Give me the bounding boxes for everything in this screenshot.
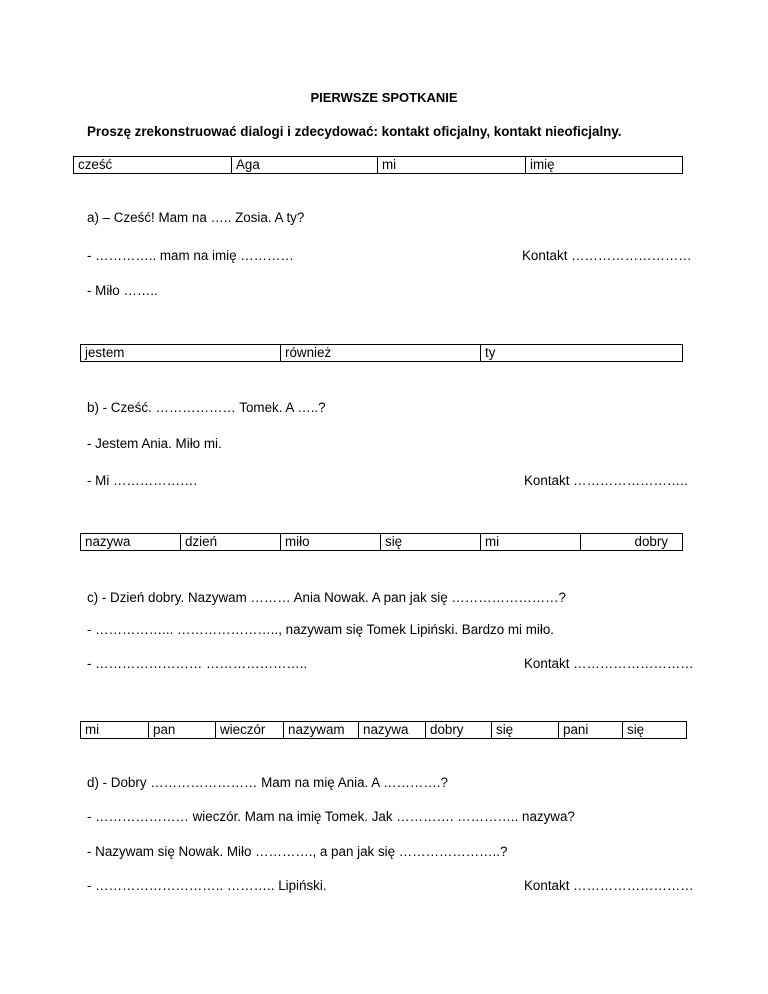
word-bank-cell: cześć xyxy=(74,157,232,174)
word-bank-cell: pan xyxy=(149,722,216,739)
word-bank-cell: pani xyxy=(559,722,623,739)
word-bank-table-d xyxy=(80,721,687,739)
word-bank-cell: mi xyxy=(81,722,149,739)
word-bank-cell: się xyxy=(623,722,687,739)
word-bank-cell: również xyxy=(281,345,481,362)
contact-blank: Kontakt ……………………… xyxy=(524,656,694,671)
word-bank-cell: nazywa xyxy=(359,722,426,739)
dialogue-line: a) – Cześć! Mam na ….. Zosia. A ty? xyxy=(87,210,305,225)
word-bank-cell: się xyxy=(381,534,481,551)
word-bank-row xyxy=(81,534,683,551)
dialogue-line: - Jestem Ania. Miło mi. xyxy=(87,436,222,451)
contact-blank: Kontakt ……………………… xyxy=(522,248,692,263)
dialogue-line: - ………………… wieczór. Mam na imię Tomek. Jak …………. ………….. nazywa? xyxy=(87,809,575,824)
page-title: PIERWSZE SPOTKANIE xyxy=(310,90,458,105)
dialogue-line: - Miło …….. xyxy=(87,283,158,298)
word-bank-cell: jestem xyxy=(81,345,281,362)
word-bank-cell: dobry xyxy=(581,534,683,551)
word-bank-cell: mi xyxy=(378,157,526,174)
word-bank-row xyxy=(81,345,683,362)
word-bank-row xyxy=(74,157,683,174)
word-bank-cell: dobry xyxy=(426,722,492,739)
dialogue-line: - Mi ………………. xyxy=(87,473,198,488)
contact-blank: Kontakt …………………….. xyxy=(524,473,688,488)
word-bank-cell: Aga xyxy=(232,157,378,174)
word-bank-cell: się xyxy=(492,722,559,739)
dialogue-line: c) - Dzień dobry. Nazywam ……… Ania Nowak. A pan jak się ……………………? xyxy=(87,590,566,605)
contact-blank: Kontakt ……………………… xyxy=(524,878,694,893)
word-bank-table-b xyxy=(80,344,683,362)
word-bank-row xyxy=(81,722,687,739)
word-bank-cell: nazywa xyxy=(81,534,181,551)
word-bank-cell: nazywam xyxy=(284,722,359,739)
dialogue-line: - ………….. mam na imię ………… xyxy=(87,248,294,263)
dialogue-line: d) - Dobry …………………… Mam na mię Ania. A ………….? xyxy=(87,775,448,790)
word-bank-cell: mi xyxy=(481,534,581,551)
word-bank-table-a xyxy=(73,156,683,174)
word-bank-cell: ty xyxy=(481,345,683,362)
word-bank-cell: dzień xyxy=(181,534,281,551)
dialogue-line: - ……………………….. ……….. Lipiński. xyxy=(87,878,327,893)
word-bank-table-c xyxy=(80,533,683,551)
dialogue-line: - ……………... ………………….., nazywam się Tomek Lipiński. Bardzo mi miło. xyxy=(87,622,555,637)
dialogue-line: b) - Cześć. ……………… Tomek. A …..? xyxy=(87,400,326,415)
word-bank-cell: wieczór xyxy=(216,722,284,739)
word-bank-cell: miło xyxy=(281,534,381,551)
instruction-text: Proszę zrekonstruować dialogi i zdecydować: kontakt oficjalny, kontakt nieoficjalny. xyxy=(87,124,622,139)
dialogue-line: - …………………… ………………….. xyxy=(87,656,308,671)
word-bank-cell: imię xyxy=(526,157,683,174)
dialogue-line: - Nazywam się Nowak. Miło …………., a pan jak się …………………..? xyxy=(87,844,508,859)
